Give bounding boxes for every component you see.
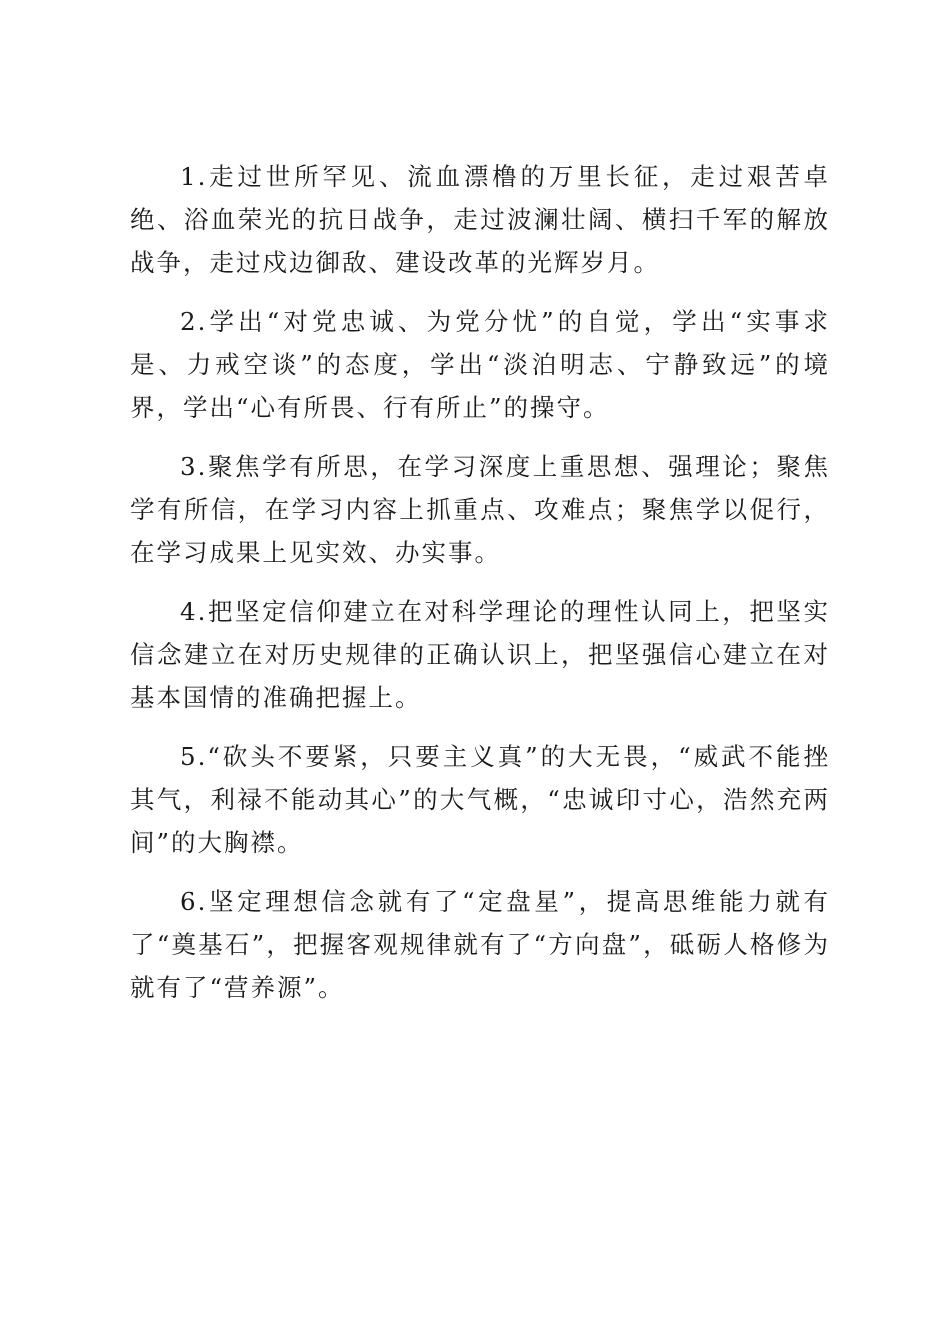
paragraph-1: 1.走过世所罕见、流血漂橹的万里长征，走过艰苦卓绝、浴血荣光的抗日战争，走过波澜壮阔、横扫千军的解放战争，走过戍边御敌、建设改革的光辉岁月。	[130, 162, 830, 277]
document-body	[130, 155, 830, 1025]
paragraph-5: 5.“砍头不要紧，只要主义真”的大无畏，“威武不能挫其气，利禄不能动其心”的大气概，“忠诚印寸心，浩然充两间”的大胸襟。	[130, 742, 830, 857]
paragraph-4: 4.把坚定信仰建立在对科学理论的理性认同上，把坚实信念建立在对历史规律的正确认识上，把坚强信心建立在对基本国情的准确把握上。	[130, 597, 830, 712]
paragraph-6: 6.坚定理想信念就有了“定盘星”，提高思维能力就有了“奠基石”，把握客观规律就有了“方向盘”，砥砺人格修为就有了“营养源”。	[130, 887, 830, 1002]
paragraph-2: 2.学出“对党忠诚、为党分忧”的自觉，学出“实事求是、力戒空谈”的态度，学出“淡泊明志、宁静致远”的境界，学出“心有所畏、行有所止”的操守。	[130, 307, 830, 422]
paragraph-3: 3.聚焦学有所思，在学习深度上重思想、强理论；聚焦学有所信，在学习内容上抓重点、攻难点；聚焦学以促行，在学习成果上见实效、办实事。	[130, 452, 830, 567]
